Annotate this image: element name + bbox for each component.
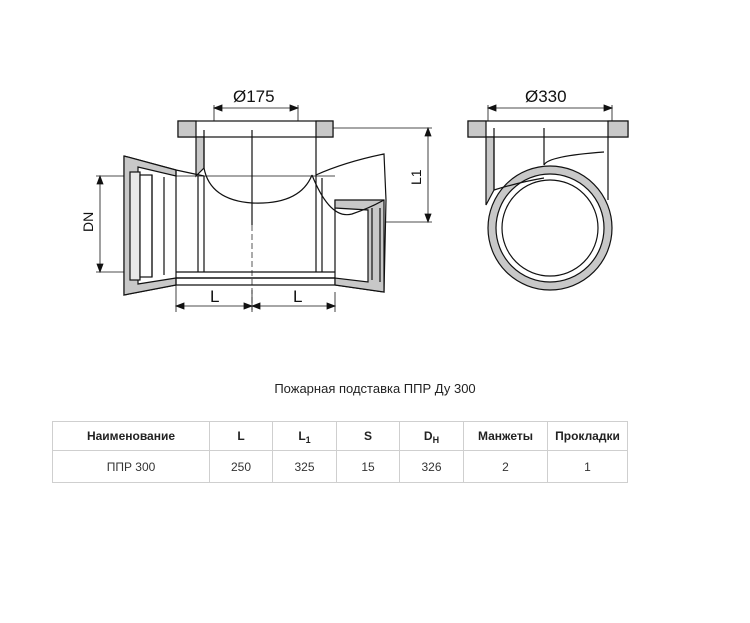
side-view [468, 121, 628, 290]
cell-cuffs: 2 [464, 451, 548, 483]
header-gaskets: Прокладки [548, 422, 628, 451]
cell-gaskets: 1 [548, 451, 628, 483]
cell-dh: 326 [400, 451, 464, 483]
header-l: L [210, 422, 273, 451]
side-dimensions [488, 105, 612, 121]
outer-diameter-label: Ø330 [525, 87, 567, 106]
header-name: Наименование [53, 422, 210, 451]
header-l1: $L_1$ [273, 422, 337, 451]
drawing-caption: Пожарная подставка ППР Ду 300 [274, 381, 476, 396]
flange-diameter-label: Ø175 [233, 87, 275, 106]
dn-label: DN [80, 211, 96, 232]
header-cuffs: Манжеты [464, 422, 548, 451]
front-view [124, 121, 386, 310]
cell-name: ППР 300 [53, 451, 210, 483]
spec-table [52, 421, 628, 483]
cell-s: 15 [337, 451, 400, 483]
header-dh: $D_H$ [400, 422, 464, 451]
table-row [53, 451, 628, 483]
l-left-label: L [210, 287, 220, 306]
cell-l1: 325 [273, 451, 337, 483]
table-header-row [53, 422, 628, 451]
header-s: S [337, 422, 400, 451]
l1-label: L1 [408, 169, 424, 185]
cell-l: 250 [210, 451, 273, 483]
l-right-label: L [293, 287, 303, 306]
